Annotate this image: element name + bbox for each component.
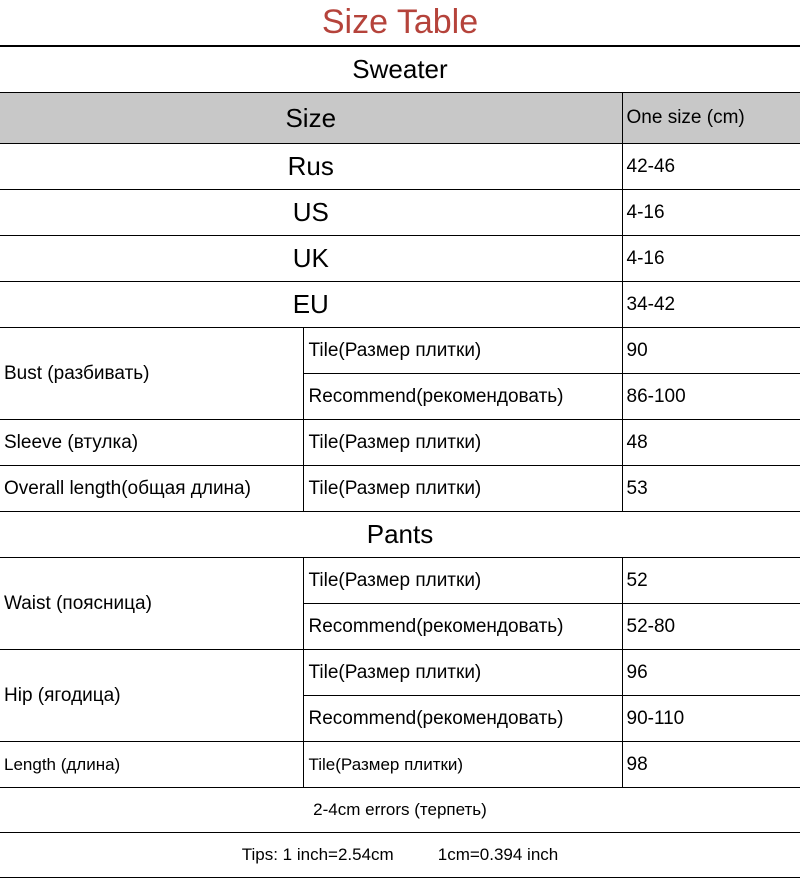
region-value: 42-46	[622, 144, 800, 190]
region-value: 4-16	[622, 190, 800, 236]
table-row	[0, 328, 800, 374]
sleeve-label: Sleeve (втулка)	[0, 420, 303, 466]
table-row	[0, 190, 800, 236]
overall-length-label: Overall length(общая длина)	[0, 466, 303, 512]
waist-label: Waist (поясница)	[0, 558, 303, 650]
length-tile-value: 98	[622, 742, 800, 788]
waist-recommend-label: Recommend(рекомендовать)	[303, 604, 622, 650]
table-row	[0, 742, 800, 788]
header-size: Size	[0, 93, 622, 144]
waist-recommend-value: 52-80	[622, 604, 800, 650]
table-row	[0, 144, 800, 190]
page-title: Size Table	[0, 0, 800, 46]
overall-length-tile-label: Tile(Размер плитки)	[303, 466, 622, 512]
table-row	[0, 420, 800, 466]
region-label: Rus	[0, 144, 622, 190]
header-one-size: One size (cm)	[622, 93, 800, 144]
table-row	[0, 282, 800, 328]
overall-length-tile-value: 53	[622, 466, 800, 512]
bust-tile-label: Tile(Размер плитки)	[303, 328, 622, 374]
table-row	[0, 650, 800, 696]
table-row	[0, 788, 800, 833]
table-row	[0, 236, 800, 282]
table-header-row	[0, 93, 800, 144]
tips-note	[0, 833, 800, 878]
bust-label: Bust (разбивать)	[0, 328, 303, 420]
length-tile-label: Tile(Размер плитки)	[303, 742, 622, 788]
table-row	[0, 833, 800, 878]
size-table	[0, 46, 800, 878]
waist-tile-label: Tile(Размер плитки)	[303, 558, 622, 604]
section-row-pants	[0, 512, 800, 558]
hip-recommend-value: 90-110	[622, 696, 800, 742]
region-label: US	[0, 190, 622, 236]
hip-recommend-label: Recommend(рекомендовать)	[303, 696, 622, 742]
waist-tile-value: 52	[622, 558, 800, 604]
hip-label: Hip (ягодица)	[0, 650, 303, 742]
tip-inch: Tips: 1 inch=2.54cm	[241, 845, 394, 864]
sleeve-tile-label: Tile(Размер плитки)	[303, 420, 622, 466]
region-value: 34-42	[622, 282, 800, 328]
region-value: 4-16	[622, 236, 800, 282]
sleeve-tile-value: 48	[622, 420, 800, 466]
region-label: EU	[0, 282, 622, 328]
bust-recommend-value: 86-100	[622, 374, 800, 420]
section-row-sweater	[0, 47, 800, 93]
table-row	[0, 466, 800, 512]
table-row	[0, 558, 800, 604]
section-title-sweater: Sweater	[0, 47, 800, 93]
bust-recommend-label: Recommend(рекомендовать)	[303, 374, 622, 420]
bust-tile-value: 90	[622, 328, 800, 374]
hip-tile-label: Tile(Размер плитки)	[303, 650, 622, 696]
errors-note: 2-4cm errors (терпеть)	[0, 788, 800, 833]
section-title-pants: Pants	[0, 512, 800, 558]
tip-cm: 1cm=0.394 inch	[437, 845, 559, 864]
region-label: UK	[0, 236, 622, 282]
hip-tile-value: 96	[622, 650, 800, 696]
length-label: Length (длина)	[0, 742, 303, 788]
